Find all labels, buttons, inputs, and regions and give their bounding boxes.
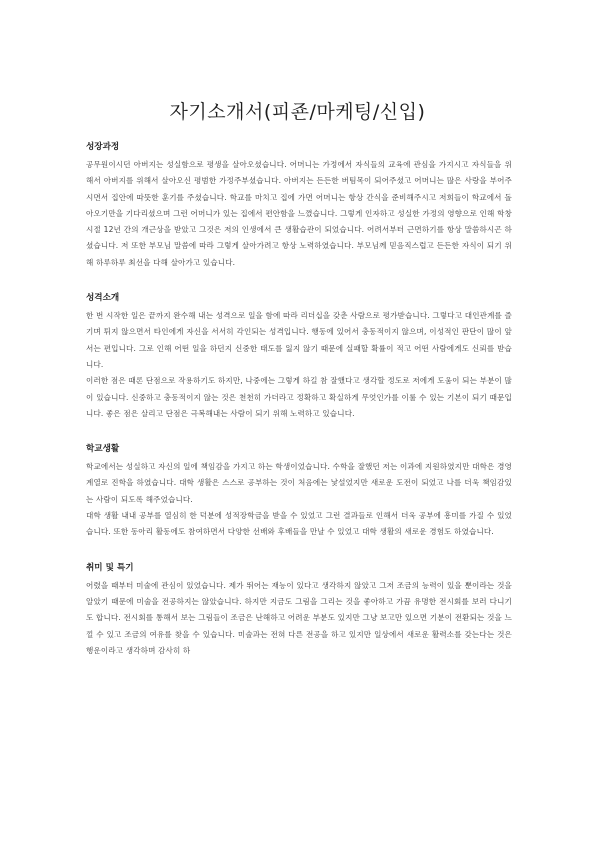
section-paragraph: 학교에서는 성실하고 자신의 일에 책임감을 가지고 하는 학생이었습니다. 수학을 잘했던 저는 이과에 지원하였지만 대학은 경영계열로 진학을 하였습니다. 대학 생활은 스스로 공부하는 것이 처음에는 낯설었지만 새로운 도전이 되었고 나를 더욱 책임감있는 사람이 되도록 해주었습니다. bbox=[86, 462, 512, 504]
section-heading: 취미 및 특기 bbox=[86, 562, 134, 573]
section-heading: 성장과정 bbox=[86, 142, 120, 152]
section-paragraph: 어렸을 때부터 미술에 관심이 있었습니다. 제가 뛰어는 재능이 있다고 생각하지 않았고 그저 조금의 능력이 있을 뿐이라는 것을 알았기 때문에 미술을 전공하지는 않았습니다. 하지만 지금도 그림을 그리는 것을 좋아하고 가끔 유명한 전시회를 보러 다니기도 합니다. 전시회를 통해서 보는 그림들이 조금은 난해하고 어려운 부분도 있지만 그냥 보고만 있으면 기분이 전환되는 것을 느낄 수 있고 조금의 여유를 찾을 수 있습니다. 미술과는 전혀 다른 전공을 하고 있지만 일상에서 새로운 활력소를 갖는다는 것은 행운이라고 생각하며 감사히 하 bbox=[86, 580, 512, 655]
document-body bbox=[86, 141, 512, 680]
document-title: 자기소개서(피죤/마케팅/신입) bbox=[169, 101, 426, 123]
section-heading: 학교생활 bbox=[86, 444, 120, 455]
section-growth bbox=[86, 141, 512, 271]
section-personality bbox=[86, 292, 512, 422]
section-paragraph: 이러한 점은 때론 단점으로 작용하기도 하지만, 나중에는 그렇게 하길 참 잘했다고 생각할 정도로 저에게 도움이 되는 부분이 많이 있습니다. 신중하고 충동적이지 않는 것은 천천히 가더라고 정확하고 확실하게 무엇인가를 이룰 수 있는 기본이 되기 때문입니다. 좋은 점은 살리고 단점은 극복해내는 사람이 되기 위해 노력하고 있습니다. bbox=[86, 376, 512, 418]
section-paragraph: 한 번 시작한 일은 끝까지 완수해 내는 성격으로 일을 함에 따라 리더십을 갖춘 사람으로 평가받습니다. 그렇다고 대인관계를 즐기며 튀지 않으면서 타인에게 자신을 서서히 각인되는 성격입니다. 행동에 있어서 충동적이지 않으며, 이성적인 판단이 많이 앞서는 편입니다. 그로 인해 어떤 일을 하던지 신중한 태도를 잃지 않기 때문에 실패할 확률이 적고 어떤 사람에게도 신뢰를 받습니다. bbox=[86, 311, 512, 369]
section-hobbies bbox=[86, 562, 512, 659]
section-paragraph: 대학 생활 내내 공부를 열심히 한 덕분에 성적장학금을 받을 수 있었고 그런 결과들로 인해서 더욱 공부에 흥미를 가질 수 있었습니다. 또한 동아리 활동에도 참여하면서 다양한 선배와 후배들을 만날 수 있었고 대학 생활의 새로운 경험도 하였습니다. bbox=[86, 511, 512, 537]
section-school-life bbox=[86, 443, 512, 540]
section-paragraph: 공무원이시던 아버지는 성실함으로 평생을 살아오셨습니다. 어머니는 가정에서 자식들의 교육에 관심을 가지시고 자식들을 위해서 아버지를 위해서 살아오신 평범한 가정주부셨습니다. 아버지는 든든한 버팀목이 되어주셨고 어머니는 많은 사랑을 부어주시면서 집안에 따뜻한 훈기를 주셨습니다. 학교를 마치고 집에 가면 어머니는 항상 간식을 준비해주시고 저희들이 학교에서 돌아오기만을 기다리셨으며 그런 어머니가 있는 집에서 편안함을 느꼈습니다. 그렇게 인자하고 성실한 가정의 영향으로 인해 학창시절 12년 간의 개근상을 받았고 그것은 저의 인생에서 큰 생활습관이 되었습니다. 어려서부터 근면하기를 항상 말씀하시곤 하셨습니다. 저 또한 부모님 말씀에 따라 그렇게 살아가려고 항상 노력하였습니다. 부모님께 믿음직스럽고 든든한 자식이 되기 위해 하루하루 최선을 다해 살아가고 있습니다. bbox=[86, 160, 512, 267]
section-heading: 성격소개 bbox=[86, 293, 120, 304]
